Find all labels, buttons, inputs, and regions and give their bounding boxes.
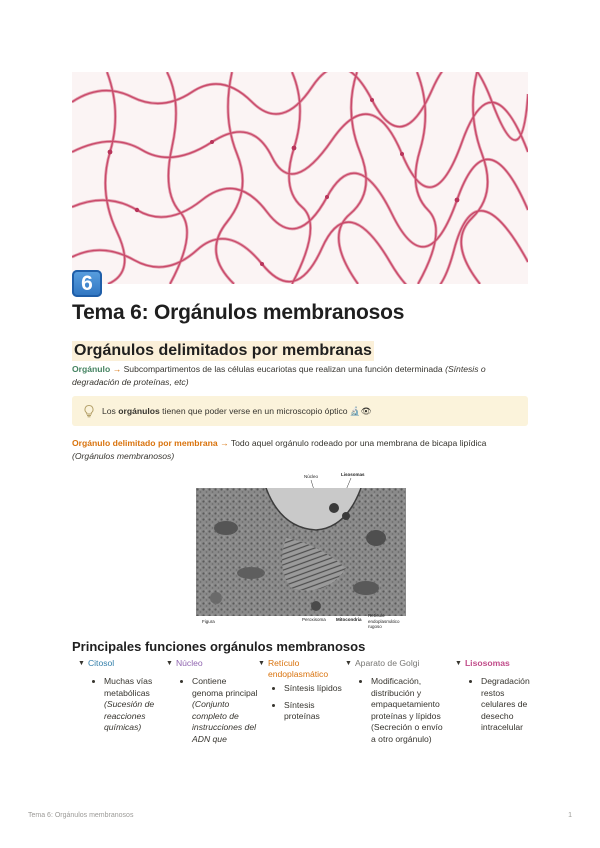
page-footer [28,812,572,819]
list-item: • Muchas vías metabólicas (Sucesión de reacciones químicas) [104,676,170,734]
label-peroxisome: Peroxisoma [302,617,326,622]
electron-micrograph [196,471,406,629]
label-nucleus: Núcleo [304,474,319,479]
arrow-icon: → [220,438,229,448]
functions-heading: Principales funciones orgánulos membranosos [72,639,366,654]
list-item: • Modificación, distribución y empaquetamiento proteínas y lípidos (Secreción o envío a otro orgánulo) [371,676,445,746]
toggle-triangle-icon[interactable]: ▼ [258,660,265,667]
list-item: • Síntesis proteínas [284,700,350,723]
term-organulo-membrana: Orgánulo delimitado por membrana [72,438,218,448]
list-item: • Síntesis lípidos [284,683,350,695]
toggle-triangle-icon[interactable]: ▼ [166,660,173,667]
toggle-triangle-icon[interactable]: ▼ [78,660,85,667]
column-lisosomas[interactable] [455,658,537,739]
term-organulo: Orgánulo [72,364,111,374]
definition-organulo [72,363,528,388]
list-item: • Degradación restos celulares de desecho intracelular [481,676,537,734]
column-title: Citosol [87,658,115,668]
definition-text: Subcompartimentos de las células eucariotas que realizan una función determinada [121,364,446,374]
callout-box [72,396,528,426]
column-nucleo[interactable] [166,658,258,751]
definition-organulo-membrana [72,437,528,462]
definition-example: (Síntesis o degradación de proteínas, etc) [72,364,486,387]
page-number: 1 [568,812,572,819]
chapter-number-badge: 6 [72,270,102,297]
footer-title: Tema 6: Orgánulos membranosos [28,812,134,819]
column-citosol[interactable] [78,658,170,739]
label-mitochondria: Mitocondria [336,617,362,622]
adipose-tissue-drawing [72,72,528,284]
toggle-triangle-icon[interactable]: ▼ [455,660,462,667]
micrograph-image [196,488,406,616]
column-title: Núcleo [175,658,203,668]
label-reticulum: Retículo endoplasmático rugoso [368,613,400,629]
definition-text: Todo aquel orgánulo rodeado por una membrana de bicapa lipídica [228,438,487,448]
column-title: Lisosomas [464,658,510,668]
lightbulb-icon [82,404,96,418]
column-reticulo[interactable] [258,658,350,728]
section-heading: Orgánulos delimitados por membranas [74,342,372,359]
column-title: Aparato de Golgi [354,658,420,668]
label-lysosomes: Lisosomas [341,472,365,477]
page-title: Tema 6: Orgánulos membranosos [72,301,405,324]
column-title: Retículo endoplasmático [267,658,329,679]
cover-image [72,72,528,284]
definition-example: (Orgánulos membranosos) [72,450,175,461]
list-item: • Contiene genoma principal (Conjunto completo de instrucciones del ADN que [192,676,258,746]
toggle-triangle-icon[interactable]: ▼ [345,660,352,667]
column-golgi[interactable] [345,658,445,751]
arrow-icon: → [112,364,122,374]
callout-text: Los orgánulos tienen que poder verse en un microscopio óptico 🔬👁 [102,405,372,416]
label-figure: Figura [202,619,215,624]
